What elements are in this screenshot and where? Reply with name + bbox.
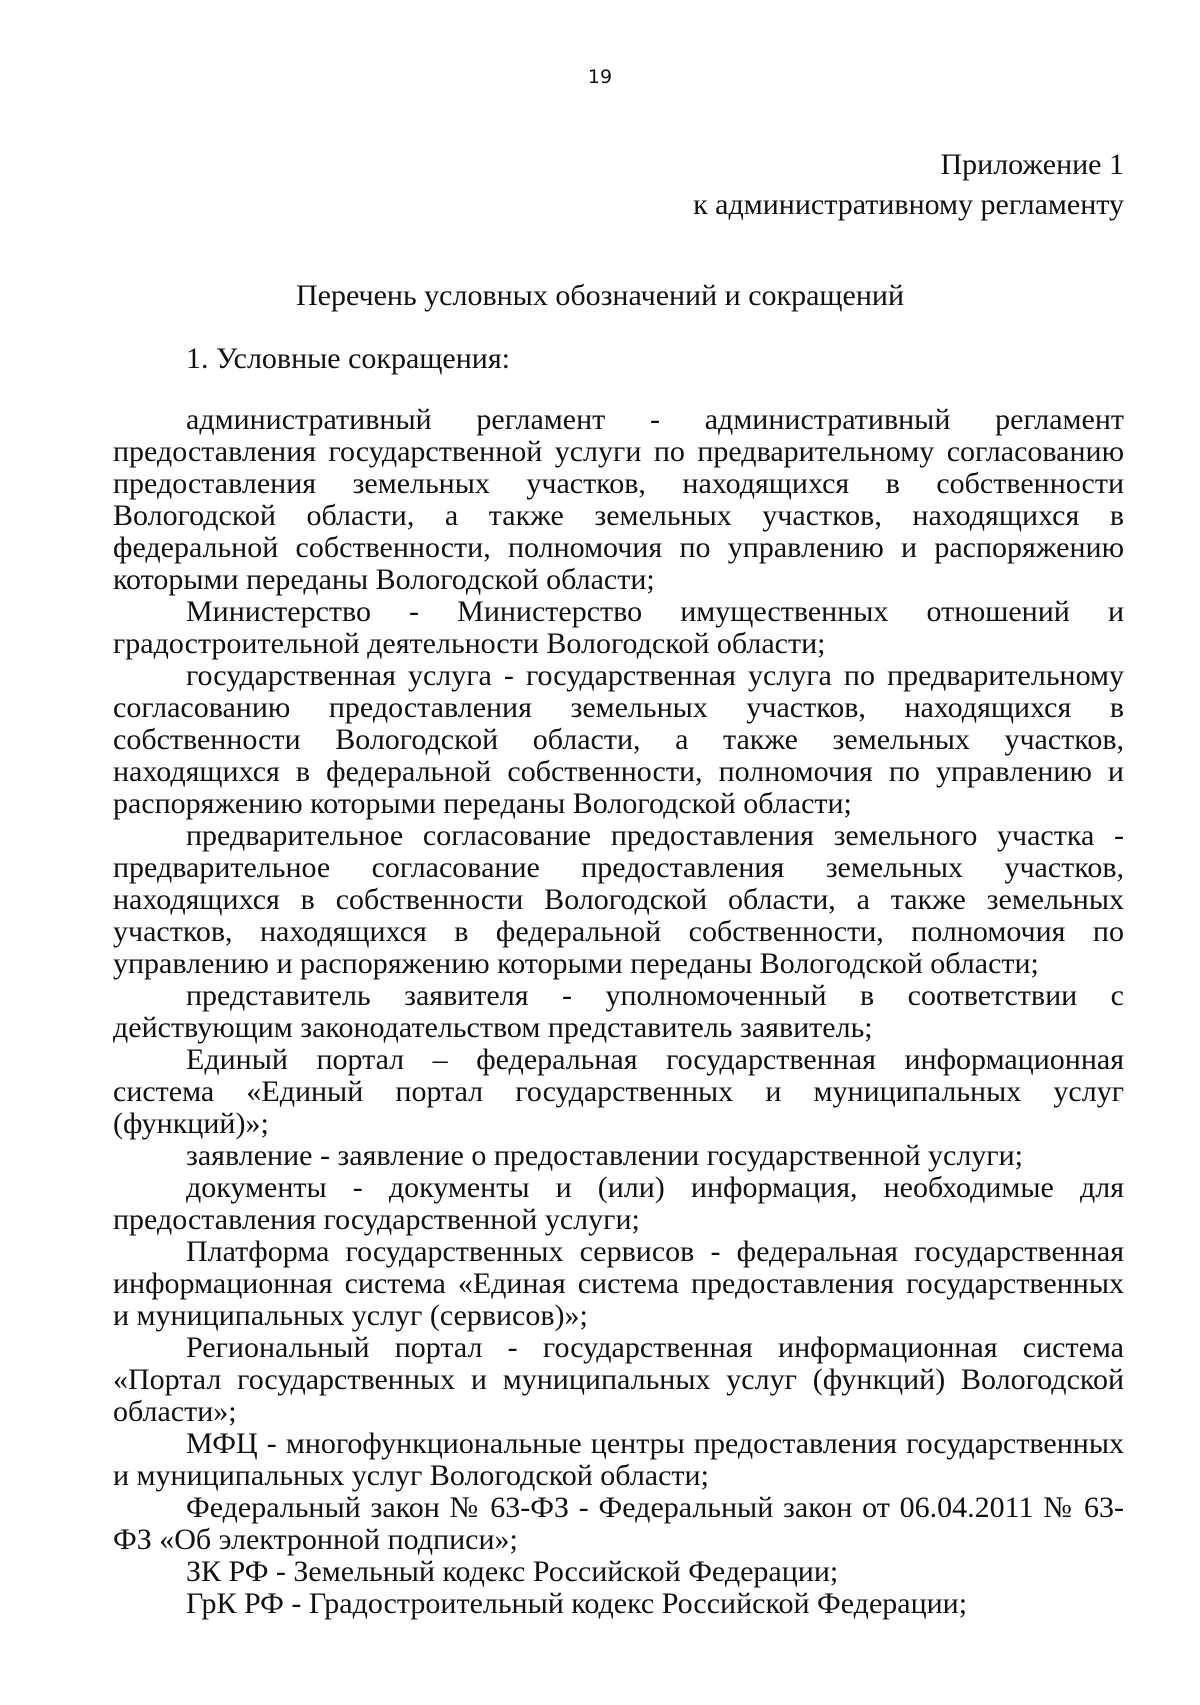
appendix-caption bbox=[693, 145, 1124, 225]
definition-land-code: ЗК РФ - Земельный кодекс Российской Федерации; bbox=[186, 1555, 839, 1588]
definition-services-platform: Платформа государственных сервисов - федеральная государственная информационная система «Единая система предоставления государственных и муниципальных услуг (сервисов)»; bbox=[113, 1235, 1124, 1332]
definition-administrative-regulation: административный регламент - административный регламент предоставления государственной услуги по предварительному согласованию предоставления земельных участков, находящихся в собственности Вологодской области, а также земельных участков, находящихся в федеральной собственности, полномочия по управлению и распоряжению которыми переданы Вологодской области; bbox=[113, 403, 1124, 596]
definition-documents: документы - документы и (или) информация, необходимые для предоставления государственной услуги; bbox=[113, 1171, 1124, 1236]
section-heading: 1. Условные сокращения: bbox=[186, 342, 510, 375]
definition-federal-law-63: Федеральный закон № 63-ФЗ - Федеральный закон от 06.04.2011 № 63-ФЗ «Об электронной подписи»; bbox=[113, 1491, 1124, 1556]
appendix-reference: к административному регламенту bbox=[693, 188, 1124, 221]
document-title: Перечень условных обозначений и сокращений bbox=[295, 279, 905, 312]
definition-application: заявление - заявление о предоставлении государственной услуги; bbox=[186, 1139, 1023, 1172]
page-number: 19 bbox=[587, 66, 613, 88]
definition-state-service: государственная услуга - государственная услуга по предварительному согласованию предоставления земельных участков, находящихся в собственности Вологодской области, а также земельных участков, находящихся в федеральной собственности, полномочия по управлению и распоряжению которыми переданы Вологодской области; bbox=[113, 659, 1124, 820]
definition-ministry: Министерство - Министерство имущественных отношений и градостроительной деятельности Вологодской области; bbox=[113, 595, 1124, 660]
definition-mfc: МФЦ - многофункциональные центры предоставления государственных и муниципальных услуг Вологодской области; bbox=[113, 1427, 1124, 1492]
appendix-number: Приложение 1 bbox=[940, 148, 1124, 181]
definition-preliminary-approval: предварительное согласование предоставления земельного участка - предварительное согласование предоставления земельных участков, находящихся в собственности Вологодской области, а также земельных участков, находящихся в федеральной собственности, полномочия по управлению и распоряжению которыми переданы Вологодской области; bbox=[113, 819, 1124, 980]
definition-applicant-representative: представитель заявителя - уполномоченный в соответствии с действующим законодательством представитель заявитель; bbox=[113, 979, 1124, 1044]
definition-unified-portal: Единый портал – федеральная государственная информационная система «Единый портал государственных и муниципальных услуг (функций)»; bbox=[113, 1043, 1124, 1140]
definition-urban-planning-code: ГрК РФ - Градостроительный кодекс Российской Федерации; bbox=[186, 1587, 968, 1620]
definitions-list bbox=[113, 404, 1124, 1620]
definition-regional-portal: Региональный портал - государственная информационная система «Портал государственных и муниципальных услуг (функций) Вологодской области»; bbox=[113, 1331, 1124, 1428]
